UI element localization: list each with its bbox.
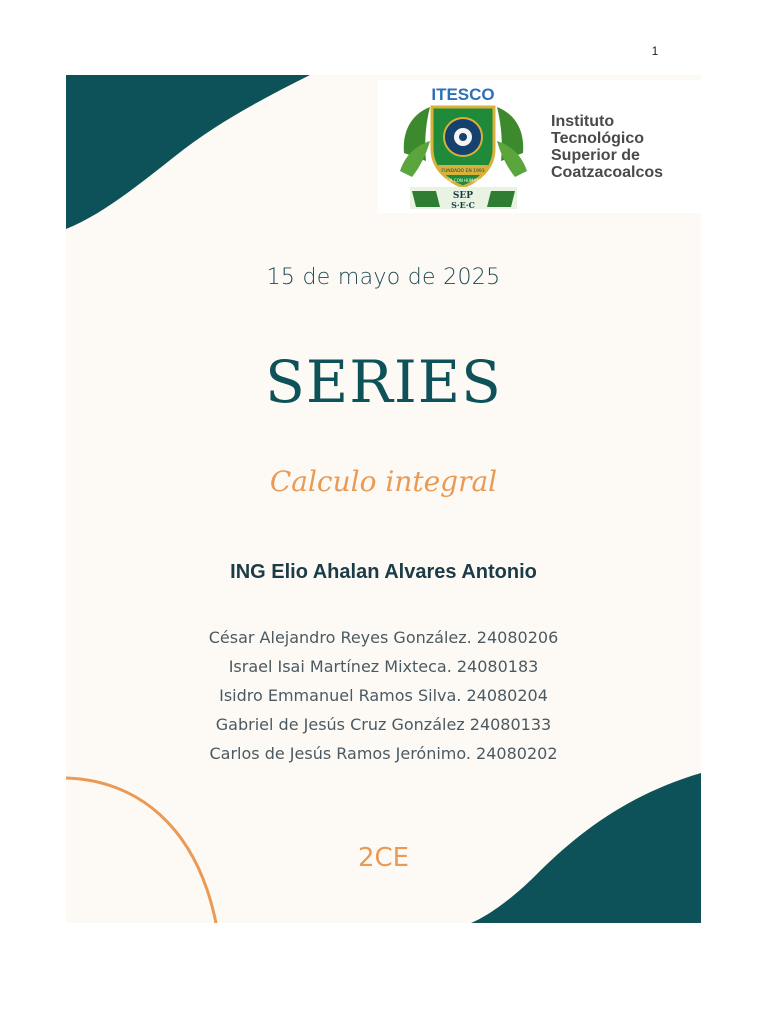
cover-page [66, 75, 701, 923]
logo-acronym: ITESCO [431, 85, 495, 104]
institution-name-line: Instituto [551, 113, 615, 130]
institution-name [551, 113, 701, 181]
group-code: 2CE [357, 843, 410, 873]
emblem-ribbon: FUNDADO EN 1993 [441, 169, 485, 174]
top-left-teal-wave [66, 75, 310, 229]
student-entry: Isidro Emmanuel Ramos Silva. 24080204 [219, 686, 548, 705]
itesco-emblem [396, 83, 531, 211]
student-entry: Gabriel de Jesús Cruz González 24080133 [215, 715, 552, 734]
student-entry: Carlos de Jesús Ramos Jerónimo. 24080202 [209, 744, 558, 763]
student-list [66, 623, 701, 768]
cover-subject: Calculo integral [269, 465, 498, 498]
institution-name-line: Tecnológico [551, 130, 645, 147]
student-entry: César Alejandro Reyes González. 24080206 [208, 628, 559, 647]
institution-name-line: Coatzacoalcos [551, 164, 664, 181]
emblem-footer-sec: S·E·C [451, 200, 475, 210]
institution-logo [378, 80, 701, 213]
cover-title: SERIES [265, 348, 502, 416]
teacher-name: ING Elio Ahalan Alvares Antonio [230, 561, 537, 583]
cover-date: 15 de mayo de 2025 [266, 265, 501, 290]
student-entry: Israel Isai Martínez Mixteca. 24080183 [228, 657, 539, 676]
emblem-motto: CIENCIA CON HUMANISMO [436, 178, 490, 183]
page-number: 1 [651, 44, 659, 58]
institution-name-line: Superior de [551, 147, 640, 164]
emblem-footer-sep: SEP [452, 191, 474, 201]
